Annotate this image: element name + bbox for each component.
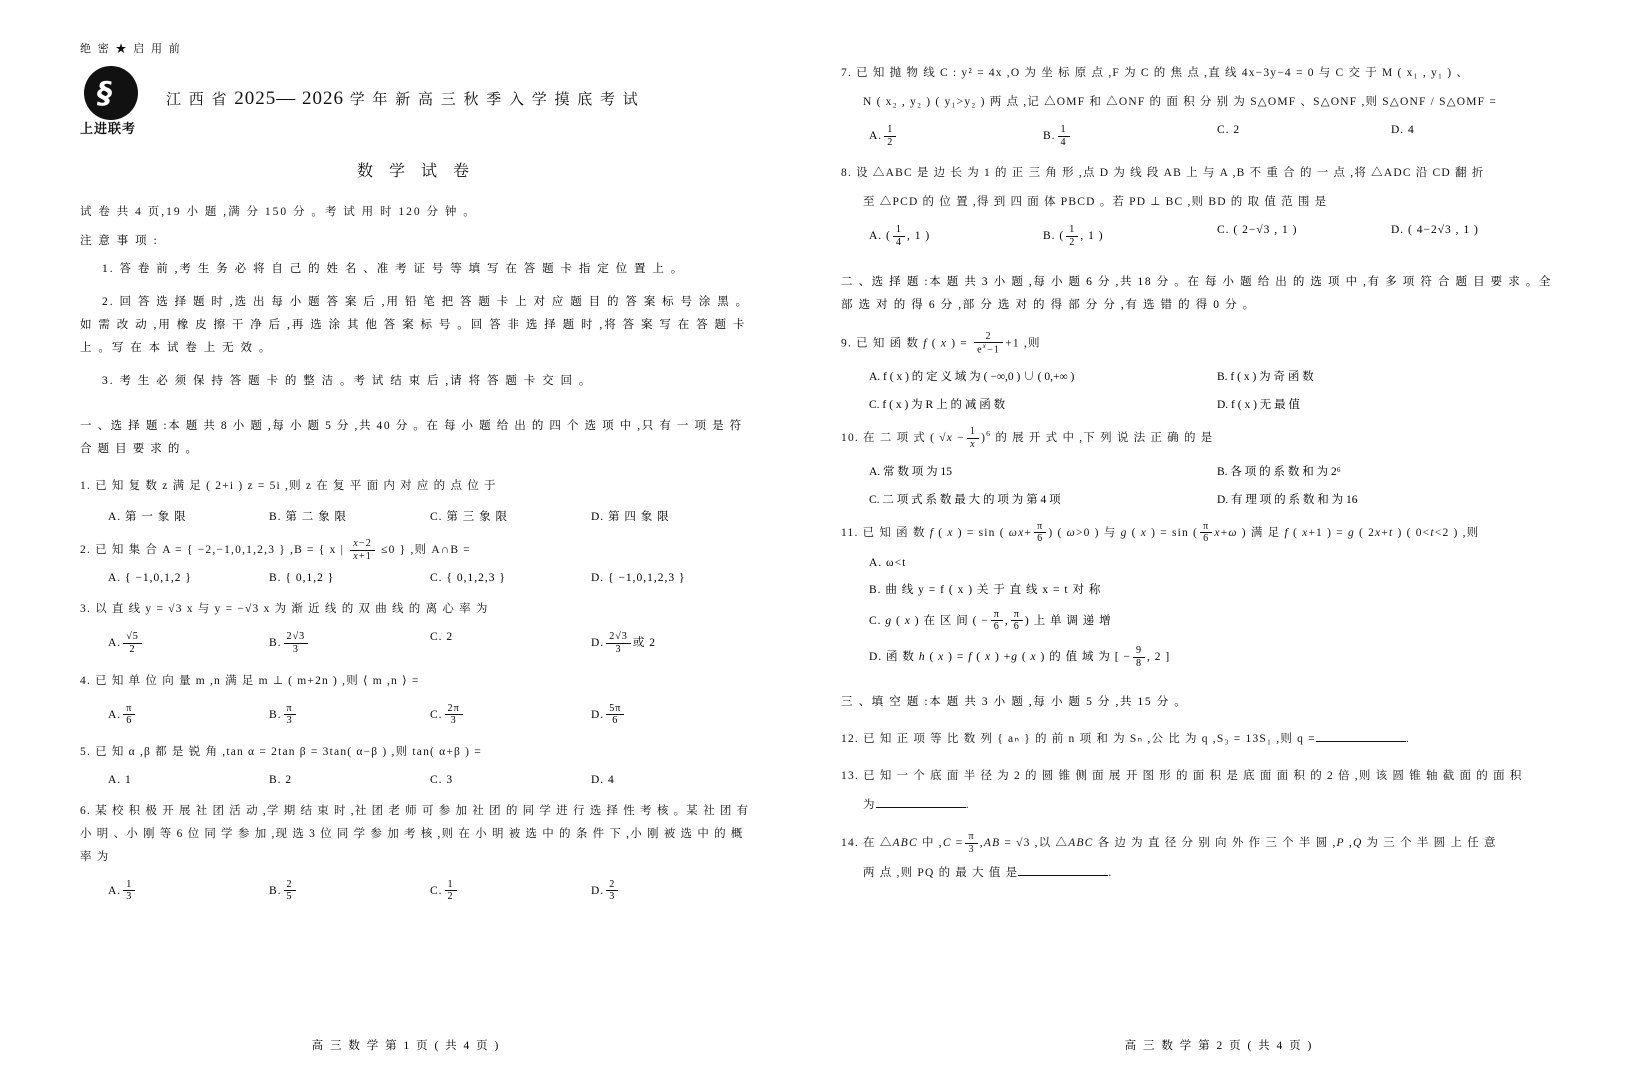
question-9-number: 9.	[841, 337, 853, 350]
question-5-option-b[interactable]: B. 2	[269, 773, 293, 786]
question-7-options	[841, 124, 1565, 148]
question-8-stem-line-1: 设 △ABC 是 边 长 为 1 的 正 三 角 形 ,点 D 为 线 段 AB 上 与 A ,B 不 重 合 的 一 点 ,将 △ADC 沿 CD 翻 折	[856, 167, 1485, 180]
question-5-stem: 已 知 α ,β 都 是 锐 角 ,tan α = 2tan β = 3tan( α−β ) ,则 tan( α+β ) =	[95, 745, 482, 758]
section-3-heading: 三 、填 空 题 :本 题 共 3 小 题 ,每 小 题 5 分 ,共 15 分 。	[841, 696, 1188, 709]
question-1-option-c[interactable]: C. 第 三 象 限	[430, 511, 509, 523]
note-2: 2. 回 答 选 择 题 时 ,选 出 每 小 题 答 案 后 ,用 铅 笔 把 答 题 卡 上 对 应 题 目 的 答 案 标 号 涂 黑 。如 需 改 动 ,用 橡 皮 擦 干 净 后 ,再 选 涂 其 他 答 案 标 号 。回 答 非 选 择 题 时 ,将 答 案 写 在 答 题 卡 上 。写 在 本 试 卷 上 无 效 。	[80, 296, 750, 354]
question-6-stem: 某 校 积 极 开 展 社 团 活 动 ,学 期 结 束 时 ,社 团 老 师 可 参 加 社 团 的 同 学 进 行 选 择 性 考 核 。某 社 团 有 小 明 、小 刚 等 6 位 同 学 参 加 ,现 选 3 位 同 学 参 加 考 核 ,则 在 小 明 被 选 中 的 条 件 下 ,小 刚 被 选 中 的 概 率 为	[80, 804, 750, 863]
question-9: 9. 已 知 函 数 f ( x ) = $\frac{2}{e^x-1}$ +1 ,则	[841, 330, 1041, 356]
question-2-option-d[interactable]: D. { −1,0,1,2,3 }	[591, 572, 686, 585]
exam-title-pre: 江 西 省	[166, 92, 229, 108]
question-2-option-a[interactable]: A. { −1,0,1,2 }	[108, 572, 192, 585]
question-1-option-d[interactable]: D. 第 四 象 限	[591, 511, 670, 523]
question-4	[80, 670, 752, 693]
question-2-option-b[interactable]: B. { 0,1,2 }	[269, 572, 335, 585]
question-14-stem-line-2: 两 点 ,则 PQ 的 最 大 值 是 .	[863, 866, 1113, 879]
question-11: 11. 已 知 函 数 f ( x ) = sin ( ωx+ $\frac{\pi}{6}$ ) ( ω>0 ) 与 g ( x ) = sin ( $\frac{\pi}{6}$ x+ω ) 满 足 f ( x+1 ) = g ( 2x+t ) ( 0<t<2 ) ,则	[841, 520, 1480, 545]
question-12-answer-blank[interactable]	[1316, 741, 1406, 742]
notes-heading: 注 意 事 项 :	[80, 235, 159, 247]
question-3	[80, 598, 752, 621]
question-11-option-a[interactable]: A. ω<t	[869, 556, 907, 569]
question-11-options	[841, 557, 1565, 670]
question-8-number: 8.	[841, 167, 853, 180]
question-1-number: 1.	[80, 480, 92, 492]
question-2-option-c[interactable]: C. { 0,1,2,3 }	[430, 572, 506, 585]
footer-right: 高 三 数 学 第 2 页 ( 共 4 页 )	[1124, 1040, 1314, 1052]
question-8-option-d[interactable]: D. ( 4−2√3 , 1 )	[1391, 224, 1479, 237]
question-8-stem-line-2: 至 △PCD 的 位 置 ,得 到 四 面 体 PBCD 。若 PD ⊥ BC ,则 BD 的 取 值 范 围 是	[863, 196, 1328, 209]
question-7-option-c[interactable]: C. 2	[1217, 124, 1241, 136]
question-6-option-a[interactable]: A. $\frac{1}{3}$	[108, 879, 269, 903]
page-right	[813, 0, 1625, 1079]
question-9-option-d[interactable]: D. f ( x ) 无 最 值	[1217, 399, 1301, 412]
section-1-heading: 一 、选 择 题 :本 题 共 8 小 题 ,每 小 题 5 分 ,共 40 分 。在 每 小 题 给 出 的 四 个 选 项 中 ,只 有 一 项 是 符 合 题 目 要 求 的 。	[80, 420, 743, 455]
question-1-option-a[interactable]: A. 第 一 象 限	[108, 511, 187, 523]
question-5-option-a[interactable]: A. 1	[108, 773, 132, 786]
question-3-options	[80, 631, 752, 655]
question-10-option-c[interactable]: C. 二 项 式 系 数 最 大 的 项 为 第 4 项	[869, 493, 1061, 506]
question-9-options	[841, 368, 1565, 384]
question-2-number: 2.	[80, 543, 92, 556]
question-11-option-d[interactable]: D. 函 数 h ( x ) = f ( x ) +g ( x ) 的 值 域 为 [ − $\frac{9}{8}$ , 2 ]	[869, 645, 1171, 669]
question-8-option-c[interactable]: C. ( 2−√3 , 1 )	[1217, 224, 1298, 237]
question-12: 12. 已 知 正 项 等 比 数 列 { aₙ } 的 前 n 项 和 为 Sₙ ,公 比 为 q ,S₃ = 13S₁ ,则 q = .	[841, 733, 1410, 746]
question-9-option-c[interactable]: C. f ( x ) 为 R 上 的 减 函 数	[869, 399, 1006, 412]
question-4-number: 4.	[80, 674, 92, 687]
question-2-stem-pre: 已 知 集 合 A = { −2,−1,0,1,2,3 } ,B = { x |	[95, 543, 349, 556]
question-13-answer-blank[interactable]	[876, 807, 966, 808]
question-13-stem-line-2: 为 .	[863, 799, 970, 812]
question-8-option-b[interactable]: B. ( $\frac{1}{2}$ , 1 )	[1043, 224, 1104, 248]
exam-title-year: 2025— 2026	[234, 88, 345, 109]
question-2-stem-post: ≤0 } ,则 A∩B =	[377, 543, 471, 556]
question-5-number: 5.	[80, 745, 92, 758]
exam-title	[166, 88, 640, 110]
question-6	[80, 800, 752, 869]
question-7-option-d[interactable]: D. 4	[1391, 124, 1415, 136]
question-5	[80, 741, 752, 764]
exam-title-post: 学 年 新 高 三 秋 季 入 学 摸 底 考 试	[349, 92, 640, 108]
footer-left: 高 三 数 学 第 1 页 ( 共 4 页 )	[311, 1040, 501, 1052]
question-10-option-b[interactable]: B. 各 项 的 系 数 和 为 2⁶	[1217, 465, 1341, 478]
question-8-options	[841, 224, 1565, 248]
question-11-number: 11.	[841, 526, 859, 539]
question-2	[80, 538, 752, 562]
question-1-options	[80, 508, 752, 524]
question-13	[841, 765, 1565, 788]
question-1-stem: 已 知 复 数 z 满 足 ( 2+i ) z = 5i ,则 z 在 复 平 面 内 对 应 的 点 位 于	[95, 480, 497, 492]
exam-meta: 试 卷 共 4 页,19 小 题 ,满 分 150 分 。考 试 用 时 120 分 钟 。	[80, 206, 477, 218]
question-4-option-b[interactable]: B. $\frac{\pi}{3}$	[269, 703, 430, 727]
question-11-option-b[interactable]: B. 曲 线 y = f ( x ) 关 于 直 线 x = t 对 称	[869, 583, 1102, 596]
question-10-option-d[interactable]: D. 有 理 项 的 系 数 和 为 16	[1217, 493, 1358, 506]
question-6-number: 6.	[80, 804, 92, 817]
question-2-fraction: $\frac{x-2}{x+1}$	[350, 538, 375, 562]
question-7-number: 7.	[841, 67, 853, 79]
question-3-option-c[interactable]: C. 2	[430, 631, 454, 644]
logo-text: 上进联考	[80, 121, 137, 136]
question-12-stem: 已 知 正 项 等 比 数 列 { aₙ } 的 前 n 项 和 为 Sₙ ,公 比 为 q ,S₃ = 13S₁ ,则 q =	[863, 733, 1316, 746]
question-14-number: 14.	[841, 837, 859, 850]
page-left	[0, 0, 812, 1079]
subject-title: 数 学 试 卷	[356, 163, 475, 180]
question-10-options-row2	[841, 491, 1565, 507]
question-5-options	[80, 774, 752, 786]
question-6-option-d[interactable]: D. $\frac{2}{3}$	[591, 879, 752, 903]
question-13-number: 13.	[841, 770, 859, 783]
question-9-option-b[interactable]: B. f ( x ) 为 奇 函 数	[1217, 371, 1314, 384]
question-7-stem-line-2: N ( x₂ , y₂ ) ( y₁>y₂ ) 两 点 ,记 △OMF 和 △ONF 的 面 积 分 别 为 S△OMF 、S△ONF ,则 S△ONF / S△OMF =	[863, 96, 1498, 108]
question-6-option-c[interactable]: C. $\frac{1}{2}$	[430, 879, 591, 903]
question-4-stem: 已 知 单 位 向 量 m ,n 满 足 m ⊥ ( m+2n ) ,则 ⟨ m ,n ⟩ =	[95, 674, 420, 687]
question-9-option-a[interactable]: A. f ( x ) 的 定 义 域 为 ( −∞,0 ) ∪ ( 0,+∞ )	[869, 371, 1075, 384]
question-10: 10. 在 二 项 式 ( √x − $\frac{1}{x}$ )$^6$ 的 展 开 式 中 ,下 列 说 法 正 确 的 是	[841, 426, 1214, 450]
question-10-number: 10.	[841, 432, 859, 445]
question-4-options	[80, 703, 752, 727]
question-5-option-c[interactable]: C. 3	[430, 773, 454, 786]
question-3-number: 3.	[80, 603, 92, 616]
question-8-option-a[interactable]: A. ( $\frac{1}{4}$ , 1 )	[869, 224, 931, 248]
section-2-heading: 二 、选 择 题 :本 题 共 3 小 题 ,每 小 题 6 分 ,共 18 分 。在 每 小 题 给 出 的 选 项 中 ,有 多 项 符 合 题 目 要 求 。全 部 选 对 的 得 6 分 ,部 分 选 对 的 得 部 分 分 ,有 选 错 的 得 0 分 。	[841, 275, 1552, 311]
question-8	[841, 162, 1565, 185]
question-2-options	[80, 572, 752, 584]
question-3-option-a[interactable]: A. $\frac{√5}{2}$	[108, 631, 269, 655]
note-1: 1. 答 卷 前 ,考 生 务 必 将 自 己 的 姓 名 、准 考 证 号 等 填 写 在 答 题 卡 指 定 位 置 上 。	[102, 263, 685, 275]
question-1	[80, 475, 752, 498]
question-7-option-b[interactable]: B. $\frac{1}{4}$	[1043, 124, 1217, 148]
question-4-option-a[interactable]: A. $\frac{\pi}{6}$	[108, 703, 269, 727]
school-logo-icon: § 上进联考	[80, 66, 146, 132]
question-4-option-d[interactable]: D. $\frac{5\pi}{6}$	[591, 703, 752, 727]
question-10-option-a[interactable]: A. 常 数 项 为 15	[869, 465, 953, 478]
question-12-number: 12.	[841, 733, 859, 746]
note-3: 3. 考 生 必 须 保 持 答 题 卡 的 整 洁 。考 试 结 束 后 ,请 将 答 题 卡 交 回 。	[102, 375, 593, 387]
question-5-option-d[interactable]: D. 4	[591, 773, 615, 786]
question-6-options	[80, 879, 752, 903]
question-10-options	[841, 463, 1565, 479]
question-3-option-b[interactable]: B. $\frac{2√3}{3}$	[269, 631, 430, 655]
question-7-stem-line-1: 已 知 抛 物 线 C : y² = 4x ,O 为 坐 标 原 点 ,F 为 C 的 焦 点 ,直 线 4x−3y−4 = 0 与 C 交 于 M ( x₁ , y₁ ) 、	[856, 67, 1470, 79]
question-4-option-c[interactable]: C. $\frac{2\pi}{3}$	[430, 703, 591, 727]
question-13-stem-line-1: 已 知 一 个 底 面 半 径 为 2 的 圆 锥 侧 面 展 开 图 形 的 面 积 是 底 面 面 积 的 2 倍 ,则 该 圆 锥 轴 截 面 的 面 积	[863, 770, 1523, 783]
question-7-option-a[interactable]: A. $\frac{1}{2}$	[869, 124, 1043, 148]
question-7	[841, 62, 1565, 85]
question-1-option-b[interactable]: B. 第 二 象 限	[269, 511, 348, 523]
question-6-option-b[interactable]: B. $\frac{2}{5}$	[269, 879, 430, 903]
question-11-option-c[interactable]: C. g ( x ) 在 区 间 ( − $\frac{\pi}{6}$ , $\frac{\pi}{6}$ ) 上 单 调 递 增	[869, 608, 1112, 633]
secret-label: 绝 密 ★ 启 用 前	[80, 43, 182, 55]
masthead	[80, 66, 752, 136]
question-14: 14. 在 △ABC 中 ,C = $\frac{\pi}{3}$ ,AB = √3 ,以 △ABC 各 边 为 直 径 分 别 向 外 作 三 个 半 圆 ,P ,Q 为 三 个 半 圆 上 任 意	[841, 831, 1497, 856]
question-3-option-d[interactable]: D. $\frac{2√3}{3}$ 或 2	[591, 631, 656, 655]
question-3-stem: 以 直 线 y = √3 x 与 y = −√3 x 为 渐 近 线 的 双 曲 线 的 离 心 率 为	[95, 603, 489, 616]
question-14-answer-blank[interactable]	[1018, 875, 1108, 876]
question-9-options-row2	[841, 396, 1565, 412]
